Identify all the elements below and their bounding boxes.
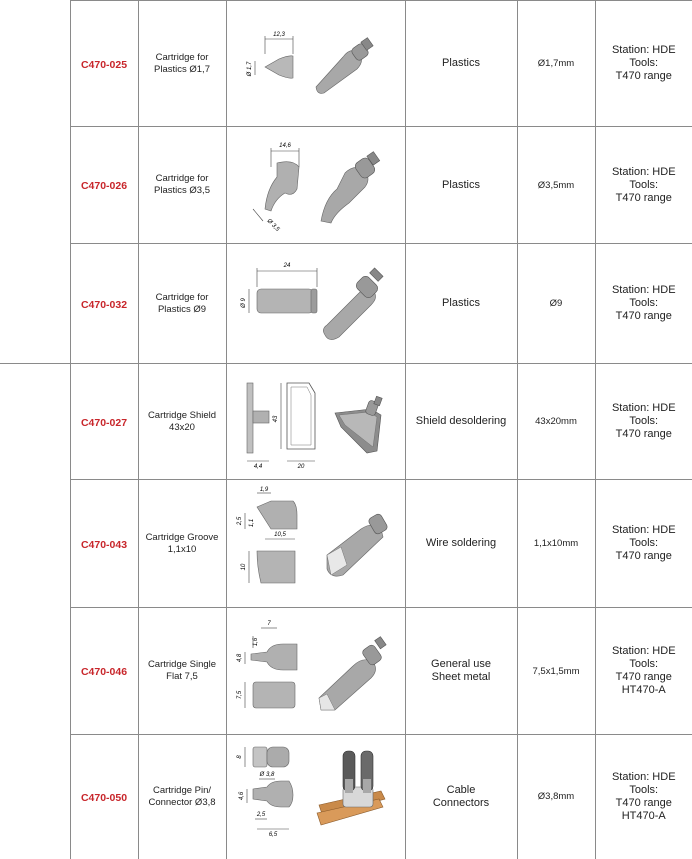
dimension-cell — [517, 1, 595, 127]
description-line: Plastics Ø1,7 — [154, 63, 210, 75]
drawing-cell — [226, 480, 405, 608]
description-cell — [138, 244, 226, 364]
dimension-label: 6,5 — [268, 832, 277, 839]
description-line: Connector Ø3,8 — [148, 796, 216, 808]
tools-line: Tools: — [629, 658, 659, 670]
dimension-label: 7 — [266, 620, 271, 627]
dimension-label: Ø 3,5 — [265, 217, 280, 233]
description-line: Cartridge Pin/ — [152, 784, 212, 796]
dimension-cell — [517, 127, 595, 244]
tools-line: T470 range — [615, 70, 672, 82]
tools-cell — [595, 127, 692, 244]
dimension-label: 1,6 — [252, 637, 259, 646]
tools-line: T470 range — [615, 191, 672, 204]
description-cell — [138, 608, 226, 735]
tools-cell — [595, 735, 692, 859]
tools-line: Station: HDE — [611, 645, 676, 657]
application-cell — [405, 127, 517, 244]
drawing-cell — [226, 735, 405, 859]
table-row — [0, 480, 692, 608]
product-code-cell — [70, 1, 138, 127]
drawing-cell — [226, 1, 405, 127]
dimension-cell — [517, 480, 595, 608]
dimension-label: 10,5 — [273, 531, 286, 538]
application-cell — [405, 608, 517, 735]
group-cell — [0, 1, 70, 127]
tools-line: T470 range — [615, 550, 672, 562]
tools-line: T470 range — [615, 796, 672, 809]
dimension-label: 7,5 — [236, 690, 243, 699]
application-text: General use — [431, 658, 491, 670]
product-code-cell — [70, 244, 138, 364]
tools-cell — [595, 364, 692, 480]
description-line: Cartridge for — [155, 51, 209, 63]
cartridge-drawing — [231, 251, 401, 356]
drawing-cell — [226, 244, 405, 364]
tools-line: Tools: — [629, 297, 659, 309]
group-cell — [0, 735, 70, 859]
dimension-label: 4,8 — [236, 653, 243, 662]
dimension-text: Ø9 — [549, 298, 563, 309]
application-text: Cable — [446, 783, 476, 796]
description-cell — [138, 127, 226, 244]
tools-line: T470 range — [615, 671, 672, 683]
application-cell — [405, 735, 517, 859]
dimension-label: 20 — [297, 464, 304, 470]
application-cell — [405, 480, 517, 608]
dimension-text: Ø3,8mm — [537, 791, 575, 803]
description-line: Cartridge Groove — [145, 531, 219, 543]
dimension-cell — [517, 608, 595, 735]
table-row — [0, 608, 692, 735]
dimension-label: 1,9 — [259, 486, 268, 493]
tools-line: Station: HDE — [611, 44, 676, 56]
application-text: Plastics — [442, 297, 480, 309]
description-cell — [138, 735, 226, 859]
tools-line: Station: HDE — [611, 284, 676, 296]
description-line: Cartridge for — [155, 173, 209, 184]
table-row — [0, 244, 692, 364]
dimension-label: 43 — [272, 415, 279, 423]
description-line: Cartridge Single — [147, 659, 217, 670]
cartridge-drawing — [231, 369, 401, 474]
table-row — [0, 735, 692, 859]
dimension-cell — [517, 244, 595, 364]
application-cell — [405, 364, 517, 480]
cartridge-drawing — [231, 9, 401, 119]
dimension-label: 4,6 — [238, 792, 245, 801]
description-cell — [138, 364, 226, 480]
tools-cell — [595, 480, 692, 608]
product-code-cell — [70, 127, 138, 244]
application-cell — [405, 244, 517, 364]
description-line: Flat 7,5 — [166, 671, 198, 682]
tools-line: Tools: — [629, 783, 659, 796]
description-line: Cartridge Shield — [147, 409, 217, 421]
tools-cell — [595, 1, 692, 127]
description-line: Plastics Ø9 — [157, 303, 207, 315]
tools-line: HT470-A — [621, 809, 666, 822]
dimension-label: 2,5 — [236, 516, 243, 525]
group-cell — [0, 127, 70, 244]
dimension-label: 24 — [283, 263, 290, 269]
drawing-cell — [226, 127, 405, 244]
product-code-cell — [70, 480, 138, 608]
group-cell — [0, 244, 70, 364]
tools-line: Station: HDE — [611, 165, 676, 178]
dimension-cell — [517, 364, 595, 480]
description-cell — [138, 1, 226, 127]
description-cell — [138, 480, 226, 608]
product-code: C470-043 — [80, 538, 128, 551]
description-line: Plastics Ø3,5 — [154, 185, 210, 196]
application-cell — [405, 1, 517, 127]
application-text: Wire soldering — [425, 537, 497, 549]
dimension-cell — [517, 735, 595, 859]
dimension-label: 4,4 — [253, 464, 262, 470]
application-text: Sheet metal — [431, 671, 491, 683]
product-code-cell — [70, 608, 138, 735]
tools-line: Tools: — [629, 178, 659, 191]
dimension-label: 10 — [240, 563, 247, 570]
tools-line: Tools: — [629, 537, 659, 549]
dimension-text: 43x20mm — [535, 416, 577, 427]
tools-cell — [595, 608, 692, 735]
dimension-label: 12,3 — [272, 31, 285, 38]
table-row — [0, 127, 692, 244]
product-code-cell — [70, 364, 138, 480]
application-text: Plastics — [442, 57, 480, 69]
table-row — [0, 1, 692, 127]
tools-line: Tools: — [629, 57, 659, 69]
tools-line: HT470-A — [621, 684, 666, 696]
description-line: 43x20 — [169, 421, 195, 433]
application-text: Connectors — [432, 796, 490, 809]
product-code-cell — [70, 735, 138, 859]
tools-line: T470 range — [615, 428, 672, 440]
application-text: Plastics — [442, 178, 480, 191]
description-line: 1,1x10 — [167, 543, 197, 555]
cartridge-drawing — [231, 133, 401, 238]
cartridge-drawing — [231, 485, 401, 603]
cartridge-drawing — [231, 614, 401, 729]
product-code: C470-026 — [80, 180, 128, 192]
group-cell — [0, 364, 70, 480]
product-code: C470-027 — [80, 416, 128, 429]
dimension-label: Ø 3,8 — [259, 772, 274, 779]
tools-line: Station: HDE — [611, 770, 676, 783]
cartridge-drawing — [231, 739, 401, 854]
dimension-text: 1,1x10mm — [533, 538, 579, 549]
drawing-cell — [226, 364, 405, 480]
dimension-label: Ø 9 — [240, 298, 247, 308]
product-code: C470-046 — [80, 666, 128, 678]
dimension-label: 14,6 — [278, 142, 291, 149]
tools-line: Tools: — [629, 415, 659, 427]
table-row — [0, 364, 692, 480]
dimension-text: Ø3,5mm — [537, 179, 575, 191]
group-cell — [0, 608, 70, 735]
product-code: C470-025 — [80, 58, 128, 71]
dimension-text: Ø1,7mm — [537, 58, 575, 69]
product-code: C470-050 — [80, 791, 128, 804]
tools-line: Station: HDE — [611, 402, 676, 414]
dimension-text: 7,5x1,5mm — [532, 665, 580, 677]
application-text: Shield desoldering — [415, 415, 507, 427]
dimension-label: 1,1 — [248, 518, 255, 527]
dimension-label: Ø 1,7 — [246, 61, 253, 76]
drawing-cell — [226, 608, 405, 735]
dimension-label: 8 — [236, 755, 243, 759]
tools-line: T470 range — [615, 310, 672, 322]
description-line: Cartridge for — [155, 291, 209, 303]
dimension-label: 2,5 — [256, 812, 265, 819]
group-cell — [0, 480, 70, 608]
tools-line: Station: HDE — [611, 524, 676, 536]
tools-cell — [595, 244, 692, 364]
product-code: C470-032 — [80, 298, 128, 311]
